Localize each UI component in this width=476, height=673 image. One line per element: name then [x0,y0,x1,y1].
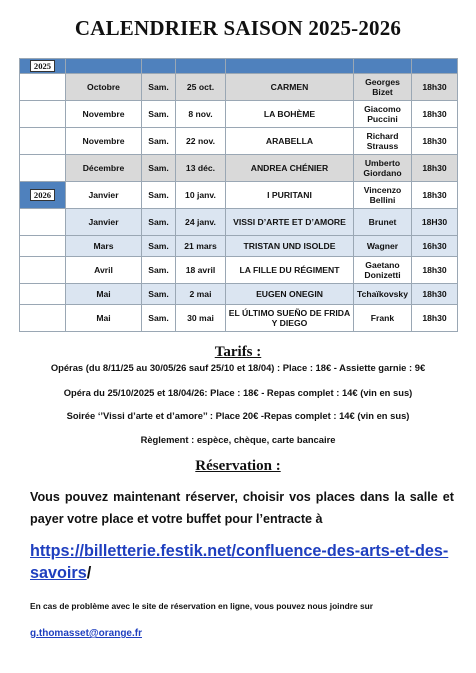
date-cell: 2 mai [176,284,226,305]
year-label-2025 [20,59,66,74]
calendar-row [20,284,458,305]
time-cell: 18h30 [412,257,458,284]
problem-text: En cas de problème avec le site de réservation en ligne, vous pouvez nous joindre sur [30,601,374,611]
year-empty-cell [20,257,66,284]
day-cell: Sam. [142,209,176,236]
opera-title-cell: LA FILLE DU RÉGIMENT [226,257,354,284]
reservation-link-line2[interactable]: savoirs [30,564,87,582]
calendar-row [20,74,458,101]
calendar-row [20,209,458,236]
year-2026-text: 2026 [30,189,55,202]
opera-title-cell: LA BOHÈME [226,101,354,128]
time-cell: 18h30 [412,101,458,128]
month-cell: Mars [66,236,142,257]
contact-email-link[interactable]: g.thomasset@orange.fr [30,628,142,639]
reservation-heading: Réservation : [195,458,281,474]
header-band-cell [142,59,176,74]
calendar-row [20,101,458,128]
day-cell: Sam. [142,182,176,209]
reservation-text: Vous pouvez maintenant réserver, choisir vos places dans la salle et payer votre place et votre buffet pour l’entracte à [30,490,454,526]
month-cell: Avril [66,257,142,284]
composer-cell: Umberto Giordano [354,155,412,182]
tarifs-line-opera-dates: Opéra du 25/10/2025 et 18/04/26: Place : 18€ - Repas complet : 14€ (vin en sus) [63,387,413,398]
time-cell: 18h30 [412,155,458,182]
time-cell: 18h30 [412,128,458,155]
date-cell: 18 avril [176,257,226,284]
tarifs-line-reglement: Règlement : espèce, chèque, carte bancaire [140,434,336,445]
date-cell: 24 janv. [176,209,226,236]
composer-cell: Richard Strauss [354,128,412,155]
reservation-link[interactable] [30,540,460,584]
year-label-2026 [20,182,66,209]
time-cell: 16h30 [412,236,458,257]
header-band-cell [226,59,354,74]
calendar-table [19,58,458,332]
calendar-row [20,305,458,332]
composer-cell: Gaetano Donizetti [354,257,412,284]
opera-title-cell: EUGEN ONEGIN [226,284,354,305]
date-cell: 10 janv. [176,182,226,209]
header-band-cell [412,59,458,74]
calendar-row [20,128,458,155]
reservation-link-suffix: / [86,564,92,582]
composer-cell: Tchaïkovsky [354,284,412,305]
day-cell: Sam. [142,236,176,257]
calendar-row [20,236,458,257]
composer-cell: Georges Bizet [354,74,412,101]
opera-title-cell: ARABELLA [226,128,354,155]
opera-title-cell: CARMEN [226,74,354,101]
calendar-row [20,257,458,284]
year-empty-cell [20,284,66,305]
tarifs-heading: Tarifs : [214,344,262,360]
year-empty-cell [20,155,66,182]
year-empty-cell [20,128,66,155]
header-band-cell [66,59,142,74]
date-cell: 25 oct. [176,74,226,101]
date-cell: 30 mai [176,305,226,332]
header-band-cell [354,59,412,74]
opera-title-cell: I PURITANI [226,182,354,209]
year-empty-cell [20,305,66,332]
composer-cell: Vincenzo Bellini [354,182,412,209]
composer-cell: Brunet [354,209,412,236]
day-cell: Sam. [142,101,176,128]
day-cell: Sam. [142,128,176,155]
day-cell: Sam. [142,257,176,284]
date-cell: 21 mars [176,236,226,257]
day-cell: Sam. [142,155,176,182]
day-cell: Sam. [142,74,176,101]
month-cell: Janvier [66,182,142,209]
opera-title-cell: EL ÚLTIMO SUEÑO DE FRIDA Y DIEGO [226,305,354,332]
date-cell: 8 nov. [176,101,226,128]
composer-cell: Wagner [354,236,412,257]
opera-title-cell: ANDREA CHÉNIER [226,155,354,182]
header-band-cell [176,59,226,74]
time-cell: 18H30 [412,209,458,236]
time-cell: 18h30 [412,182,458,209]
time-cell: 18h30 [412,74,458,101]
month-cell: Décembre [66,155,142,182]
calendar-row [20,182,458,209]
page-title: CALENDRIER SAISON 2025-2026 [74,16,402,40]
year-empty-cell [20,209,66,236]
calendar-row [20,155,458,182]
opera-title-cell: TRISTAN UND ISOLDE [226,236,354,257]
time-cell: 18h30 [412,305,458,332]
day-cell: Sam. [142,284,176,305]
month-cell: Janvier [66,209,142,236]
month-cell: Octobre [66,74,142,101]
year-empty-cell [20,236,66,257]
date-cell: 13 déc. [176,155,226,182]
year-2025-text: 2025 [30,60,55,73]
day-cell: Sam. [142,305,176,332]
opera-title-cell: VISSI D’ARTE ET D’AMORE [226,209,354,236]
year-empty-cell [20,101,66,128]
tarifs-line-operas: Opéras (du 8/11/25 au 30/05/26 sauf 25/10 et 18/04) : Place : 18€ - Assiette garnie : 9€ [50,362,426,373]
reservation-link-line1[interactable]: https://billetterie.festik.net/confluence-des-arts-et-des- [30,542,449,560]
composer-cell: Giacomo Puccini [354,101,412,128]
month-cell: Novembre [66,128,142,155]
month-cell: Mai [66,284,142,305]
composer-cell: Frank [354,305,412,332]
calendar-header-row [20,59,458,74]
year-empty-cell [20,74,66,101]
tarifs-line-soiree: Soirée ‘’Vissi d’arte et d’amore’’ : Place 20€ -Repas complet : 14€ (vin en sus) [66,410,410,421]
date-cell: 22 nov. [176,128,226,155]
time-cell: 18h30 [412,284,458,305]
month-cell: Mai [66,305,142,332]
month-cell: Novembre [66,101,142,128]
